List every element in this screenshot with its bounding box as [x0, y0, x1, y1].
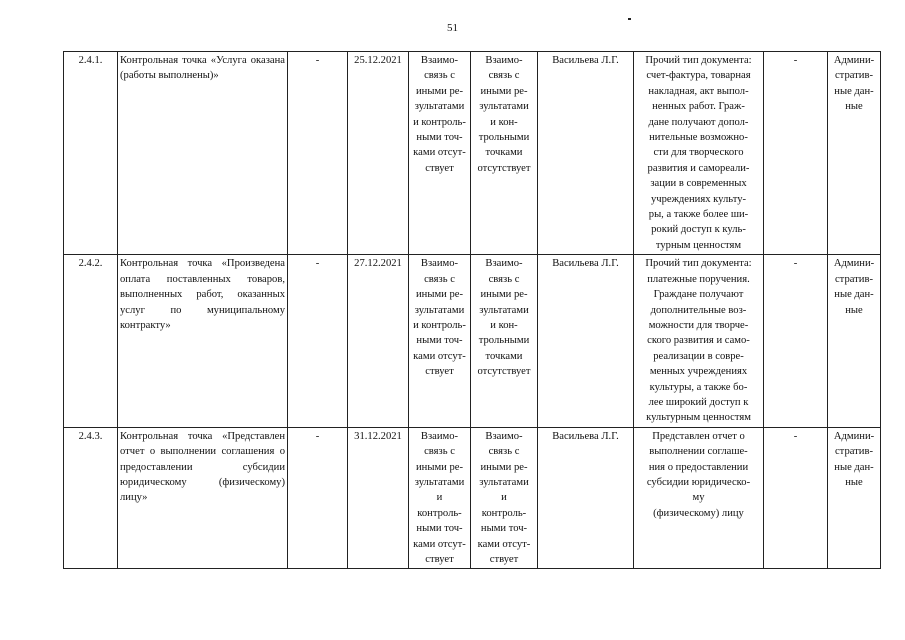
responsible-person: Васильева Л.Г.: [538, 52, 634, 255]
table-row: [64, 255, 881, 427]
completion-date: 25.12.2021: [348, 52, 409, 255]
responsible-person: Васильева Л.Г.: [538, 255, 634, 427]
row-number: 2.4.2.: [64, 255, 118, 427]
scan-speck: [628, 18, 631, 20]
empty-value-dash: -: [764, 427, 828, 569]
document-type: Представлен отчет о выполнении соглаше- ния о предоставлении субсидии юридическо- му (физическому) лицу: [634, 427, 764, 569]
control-point-name: Контрольная точка «Произведена оплата поставленных товаров, выполненных работ, оказанных услуг по муниципальному контракту»: [118, 255, 288, 427]
control-points-table: [63, 51, 881, 569]
empty-value-dash: -: [764, 255, 828, 427]
empty-value-dash: -: [288, 52, 348, 255]
table-row: [64, 52, 881, 255]
relation-results: Взаимо- связь с иными ре- зультатами и контроль- ными точ- ками отсут- ствует: [409, 427, 471, 569]
empty-value-dash: -: [288, 427, 348, 569]
control-point-name: Контрольная точка «Представлен отчет о выполнении соглашения о предоставлении субсидии юридическому (физическому) лицу»: [118, 427, 288, 569]
relation-results: Взаимо- связь с иными ре- зультатами и контроль- ными точ- ками отсут- ствует: [409, 255, 471, 427]
relation-results: Взаимо- связь с иными ре- зультатами и контроль- ными точ- ками отсут- ствует: [409, 52, 471, 255]
empty-value-dash: -: [764, 52, 828, 255]
page-number: 51: [447, 22, 458, 34]
completion-date: 31.12.2021: [348, 427, 409, 569]
information-source: Админи- стратив- ные дан- ные: [828, 427, 881, 569]
relation-control-points: Взаимо- связь с иными ре- зультатами и кон- трольными точками отсутствует: [471, 52, 538, 255]
table-row: [64, 427, 881, 569]
document-type: Прочий тип документа: платежные поручения. Граждане получают дополнительные воз- можности для творче- ского развития и само- реализации в совре- менных учреждениях культуры, а также бо- лее широкий доступ к культурным ценностям: [634, 255, 764, 427]
information-source: Админи- стратив- ные дан- ные: [828, 255, 881, 427]
control-point-name: Контрольная точка «Услуга оказана (работы выполнены)»: [118, 52, 288, 255]
completion-date: 27.12.2021: [348, 255, 409, 427]
row-number: 2.4.1.: [64, 52, 118, 255]
relation-control-points: Взаимо- связь с иными ре- зультатами и кон- трольными точками отсутствует: [471, 255, 538, 427]
row-number: 2.4.3.: [64, 427, 118, 569]
responsible-person: Васильева Л.Г.: [538, 427, 634, 569]
relation-control-points: Взаимо- связь с иными ре- зультатами и контроль- ными точ- ками отсут- ствует: [471, 427, 538, 569]
information-source: Админи- стратив- ные дан- ные: [828, 52, 881, 255]
document-type: Прочий тип документа: счет-фактура, товарная накладная, акт выпол- ненных работ. Граж- дане получают допол- нительные возможно- сти для творческого развития и самореали- зации в современных учреждениях культу- ры, а также более ши- рокий доступ к куль- турным ценностям: [634, 52, 764, 255]
empty-value-dash: -: [288, 255, 348, 427]
